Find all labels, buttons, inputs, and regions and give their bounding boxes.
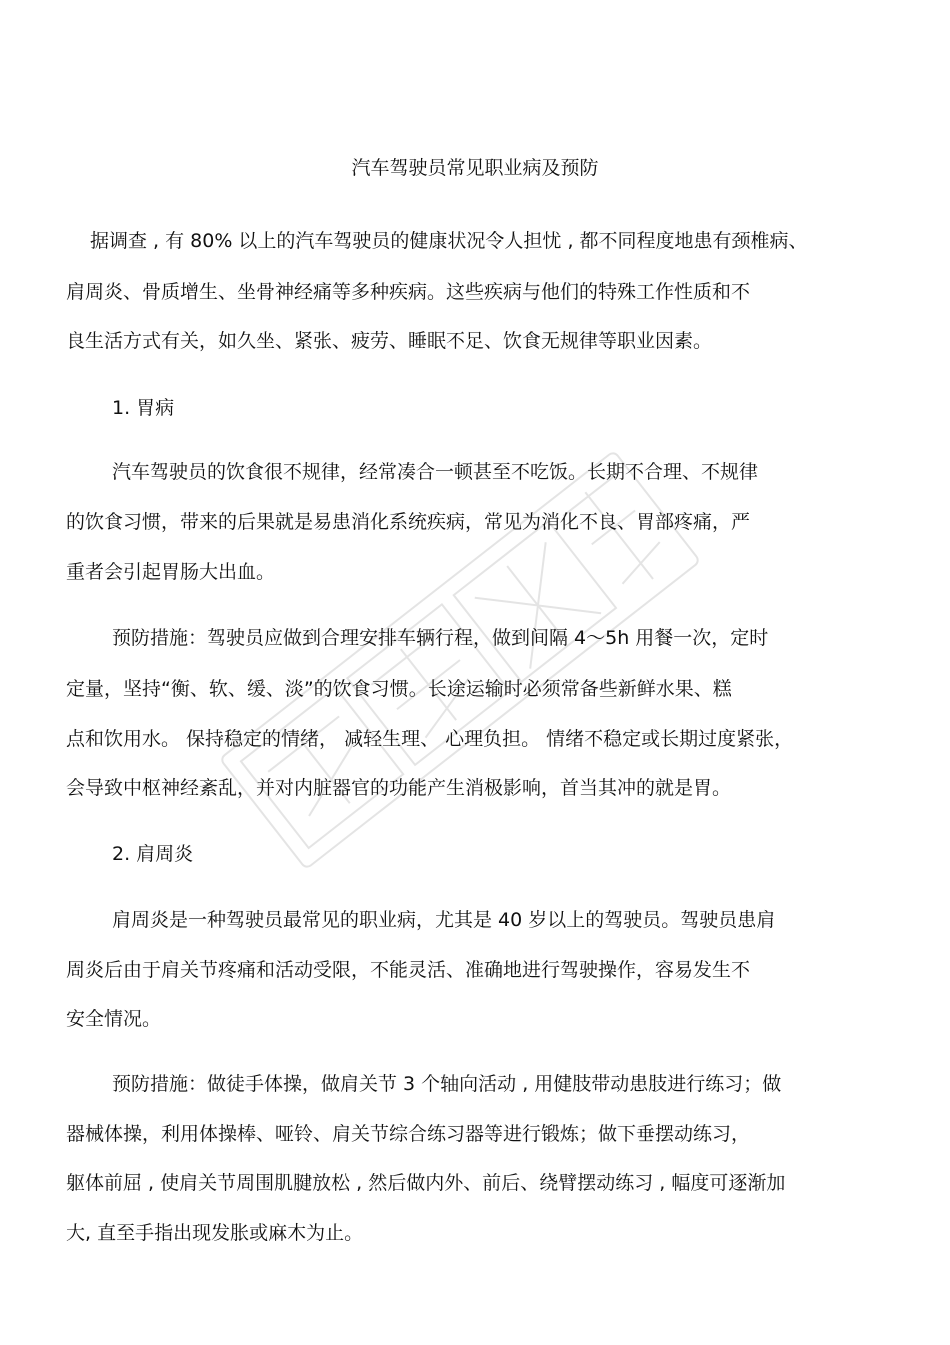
section2-para2-line-4: 大, 直至手指出现发胀或麻木为止。 (66, 1222, 364, 1244)
intro-line-1: 据调查 , 有 80% 以上的汽车驾驶员的健康状况令人担忧 , 都不同程度地患有颈椎病、 (90, 230, 808, 252)
section1-para2-line-3: 点和饮用水。 保持稳定的情绪， 减轻生理、 心理负担。 情绪不稳定或长期过度紧张， (66, 728, 794, 750)
section1-para1-line-2: 的饮食习惯，带来的后果就是易患消化系统疾病，常见为消化不良、胃部疼痛，严 (66, 511, 751, 533)
section1-para2-line-1: 预防措施：驾驶员应做到合理安排车辆行程，做到间隔 4～5h 用餐一次，定时 (112, 627, 769, 649)
intro-line-2: 肩周炎、骨质增生、坐骨神经痛等多种疾病。这些疾病与他们的特殊工作性质和不 (66, 281, 751, 303)
section-heading-1: 1. 胃病 (112, 397, 175, 419)
document-title: 汽车驾驶员常见职业病及预防 (351, 157, 599, 179)
section2-para1-line-1: 肩周炎是一种驾驶员最常见的职业病，尤其是 40 岁以上的驾驶员。驾驶员患肩 (112, 909, 776, 931)
section2-para1-line-2: 周炎后由于肩关节疼痛和活动受限，不能灵活、准确地进行驾驶操作，容易发生不 (66, 959, 751, 981)
section1-para2-line-2: 定量，坚持“衡、软、缓、淡”的饮食习惯。长途运输时必须常备些新鲜水果、糕 (66, 678, 732, 700)
section1-para1-line-1: 汽车驾驶员的饮食很不规律，经常凑合一顿甚至不吃饭。长期不合理、不规律 (112, 461, 759, 483)
section2-para2-line-1: 预防措施：做徒手体操，做肩关节 3 个轴向活动 , 用健肢带动患肢进行练习；做 (112, 1073, 782, 1095)
section1-para1-line-3: 重者会引起胃肠大出血。 (66, 561, 276, 583)
section-heading-2: 2. 肩周炎 (112, 843, 194, 865)
section2-para2-line-3: 躯体前屈 , 使肩关节周围肌腱放松 , 然后做内外、前后、绕臂摆动练习 , 幅度可逐渐加 (66, 1172, 786, 1194)
section2-para2-line-2: 器械体操，利用体操棒、哑铃、肩关节综合练习器等进行锻炼；做下垂摆动练习， (66, 1123, 751, 1145)
section2-para1-line-3: 安全情况。 (66, 1008, 162, 1030)
watermark-stamp (150, 360, 770, 960)
section1-para2-line-4: 会导致中枢神经紊乱，并对内脏器官的功能产生消极影响，首当其冲的就是胃。 (66, 777, 732, 799)
intro-line-3: 良生活方式有关，如久坐、紧张、疲劳、睡眠不足、饮食无规律等职业因素。 (66, 330, 713, 352)
